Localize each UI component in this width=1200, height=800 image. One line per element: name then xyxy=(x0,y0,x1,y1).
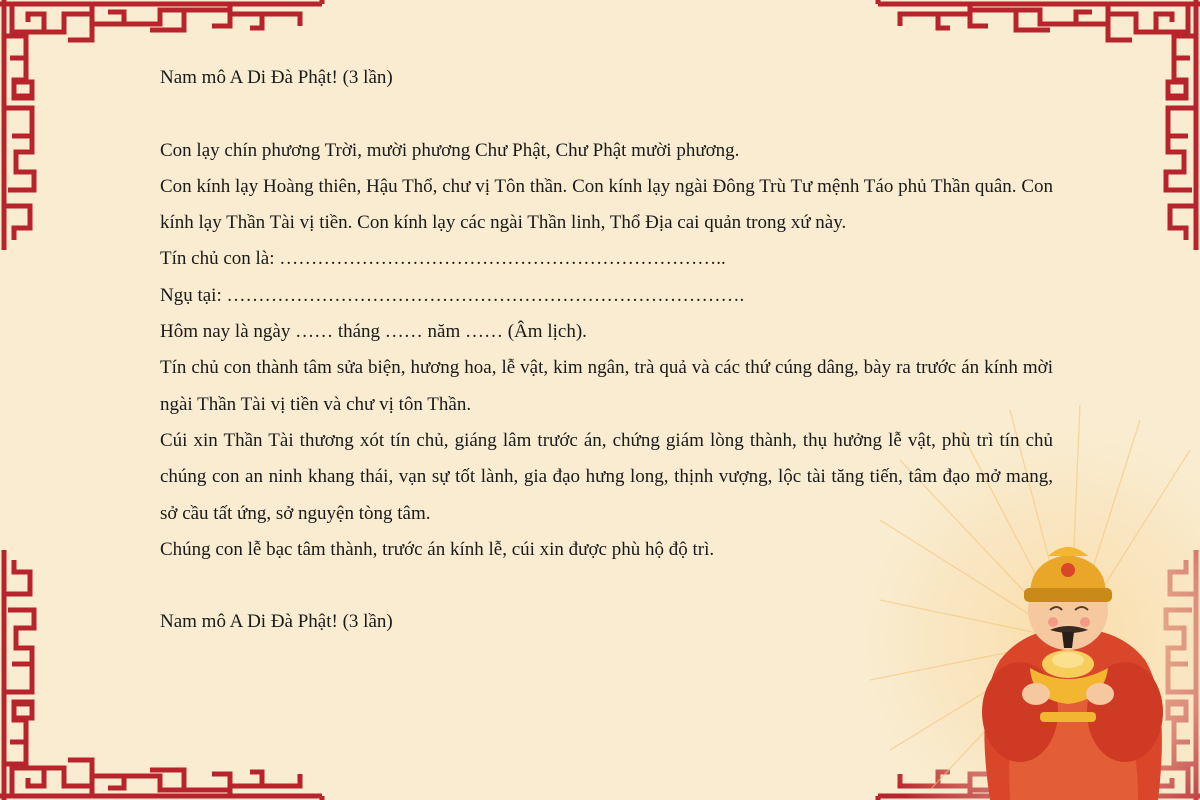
date-line: Hôm nay là ngày …… tháng …… năm …… (Âm lịch). xyxy=(160,321,587,343)
blank-line xyxy=(160,568,1053,604)
prayer-paragraph-3: Cúi xin Thần Tài thương xót tín chủ, giáng lâm trước án, chứng giám lòng thành, thụ hưởng lễ vật, phù trì tín chủ chúng con an ninh khang thái, vạn sự tốt lành, gia đạo hưng long, thịnh vượng, lộc tài tăng tiến, tâm đạo mở mang, sở cầu tất ứng, sở nguyện tòng tâm. xyxy=(160,429,1053,524)
prayer-paragraph-1: Con kính lạy Hoàng thiên, Hậu Thổ, chư vị Tôn thần. Con kính lạy ngài Đông Trù Tư mệnh Táo phủ Thần quân. Con kính lạy Thần Tài vị tiền. Con kính lạy các ngài Thần linh, Thổ Địa cai quản trong xứ này. xyxy=(160,175,1053,234)
prayer-line-last: Chúng con lễ bạc tâm thành, trước án kính lễ, cúi xin được phù hộ độ trì. xyxy=(160,538,715,560)
closing-invocation: Nam mô A Di Đà Phật! (3 lần) xyxy=(160,611,393,633)
prayer-text xyxy=(160,60,1053,641)
prayer-line-1: Con lạy chín phương Trời, mười phương Chư Phật, Chư Phật mười phương. xyxy=(160,139,740,161)
opening-invocation: Nam mô A Di Đà Phật! (3 lần) xyxy=(160,67,393,88)
blank-line xyxy=(160,96,1053,132)
owner-name-line: Tín chủ con là: …………………………………………………………….. xyxy=(160,248,726,270)
address-line: Ngụ tại: ………………………………………………………………………. xyxy=(160,284,745,306)
prayer-paragraph-2: Tín chủ con thành tâm sửa biện, hương hoa, lễ vật, kim ngân, trà quả và các thứ cúng dâng, bày ra trước án kính mời ngài Thần Tài vị tiền và chư vị tôn Thần. xyxy=(160,357,1053,415)
